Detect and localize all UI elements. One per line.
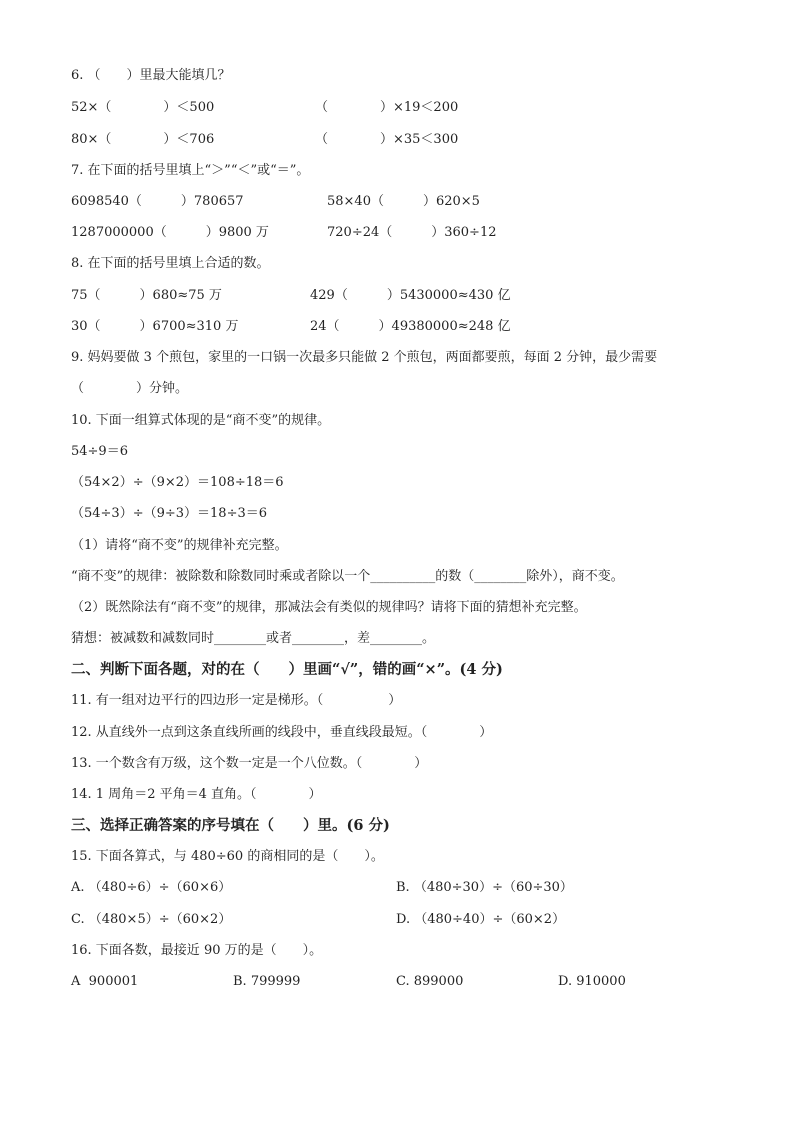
q10-eq-2: （54×2）÷（9×2）＝108÷18＝6	[71, 475, 284, 490]
q9-stem: 9. 妈妈要做 3 个煎包，家里的一口锅一次最多只能做 2 个煎包，两面都要煎，每面 2 分钟，最少需要	[71, 350, 658, 365]
q15-option-c: C. （480×5）÷（60×2）	[71, 912, 232, 927]
q15-option-d: D. （480÷40）÷（60×2）	[396, 912, 566, 927]
q13: 13. 一个数含有万级，这个数一定是一个八位数。（ ）	[71, 756, 428, 771]
q8-stem: 8. 在下面的括号里填上合适的数。	[71, 256, 270, 271]
q9-blank: （ ）分钟。	[71, 381, 189, 396]
q16-stem: 16. 下面各数，最接近 90 万的是（ ）。	[71, 943, 323, 958]
q10-eq-3: （54÷3）÷（9÷3）＝18÷3＝6	[71, 506, 268, 521]
q6-item-1: 52×（ ）＜500	[71, 100, 215, 115]
q15-stem: 15. 下面各算式，与 480÷60 的商相同的是（ ）。	[71, 849, 384, 864]
q16-option-b: B. 799999	[233, 974, 301, 989]
q14: 14. 1 周角＝2 平角＝4 直角。（ ）	[71, 787, 322, 802]
q8-item-2: 429（ ）5430000≈430 亿	[310, 288, 511, 303]
q8-item-4: 24（ ）49380000≈248 亿	[310, 319, 511, 334]
section-3-heading: 三、选择正确答案的序号填在（ ）里。(6 分)	[71, 817, 390, 834]
q16-option-a: A 900001	[71, 974, 139, 989]
q15-option-a: A. （480÷6）÷（60×6）	[71, 880, 232, 895]
q15-option-b: B. （480÷30）÷（60÷30）	[396, 880, 573, 895]
q7-stem: 7. 在下面的括号里填上“＞”“＜”或“＝”。	[71, 163, 310, 178]
q6-item-4: （ ）×35＜300	[315, 132, 459, 147]
q16-option-d: D. 910000	[558, 974, 626, 989]
q8-item-1: 75（ ）680≈75 万	[71, 288, 222, 303]
q7-item-1: 6098540（ ）780657	[71, 194, 244, 209]
q10-rule: “商不变”的规律：被除数和除数同时乘或者除以一个__________的数（________除外），商不变。	[71, 569, 624, 584]
q16-option-c: C. 899000	[396, 974, 464, 989]
q10-eq-1: 54÷9＝6	[71, 444, 128, 459]
q10-stem: 10. 下面一组算式体现的是“商不变”的规律。	[71, 413, 331, 428]
q7-item-2: 58×40（ ）620×5	[327, 194, 480, 209]
q7-item-3: 1287000000（ ）9800 万	[71, 225, 269, 240]
q10-part-2: （2）既然除法有“商不变”的规律，那减法会有类似的规律吗？请将下面的猜想补充完整。	[71, 600, 587, 615]
q12: 12. 从直线外一点到这条直线所画的线段中，垂直线段最短。（ ）	[71, 725, 493, 740]
q10-part-1: （1）请将“商不变”的规律补充完整。	[71, 538, 288, 553]
q11: 11. 有一组对边平行的四边形一定是梯形。（ ）	[71, 693, 402, 708]
q6-item-3: 80×（ ）＜706	[71, 132, 215, 147]
q8-item-3: 30（ ）6700≈310 万	[71, 319, 239, 334]
q6-item-2: （ ）×19＜200	[315, 100, 459, 115]
section-2-heading: 二、判断下面各题，对的在（ ）里画“√”，错的画“×”。(4 分)	[71, 661, 503, 678]
q6-stem: 6. （ ）里最大能填几？	[71, 68, 231, 83]
q7-item-4: 720÷24（ ）360÷12	[327, 225, 497, 240]
q10-guess: 猜想：被减数和减数同时________或者________，差________。	[71, 631, 436, 646]
